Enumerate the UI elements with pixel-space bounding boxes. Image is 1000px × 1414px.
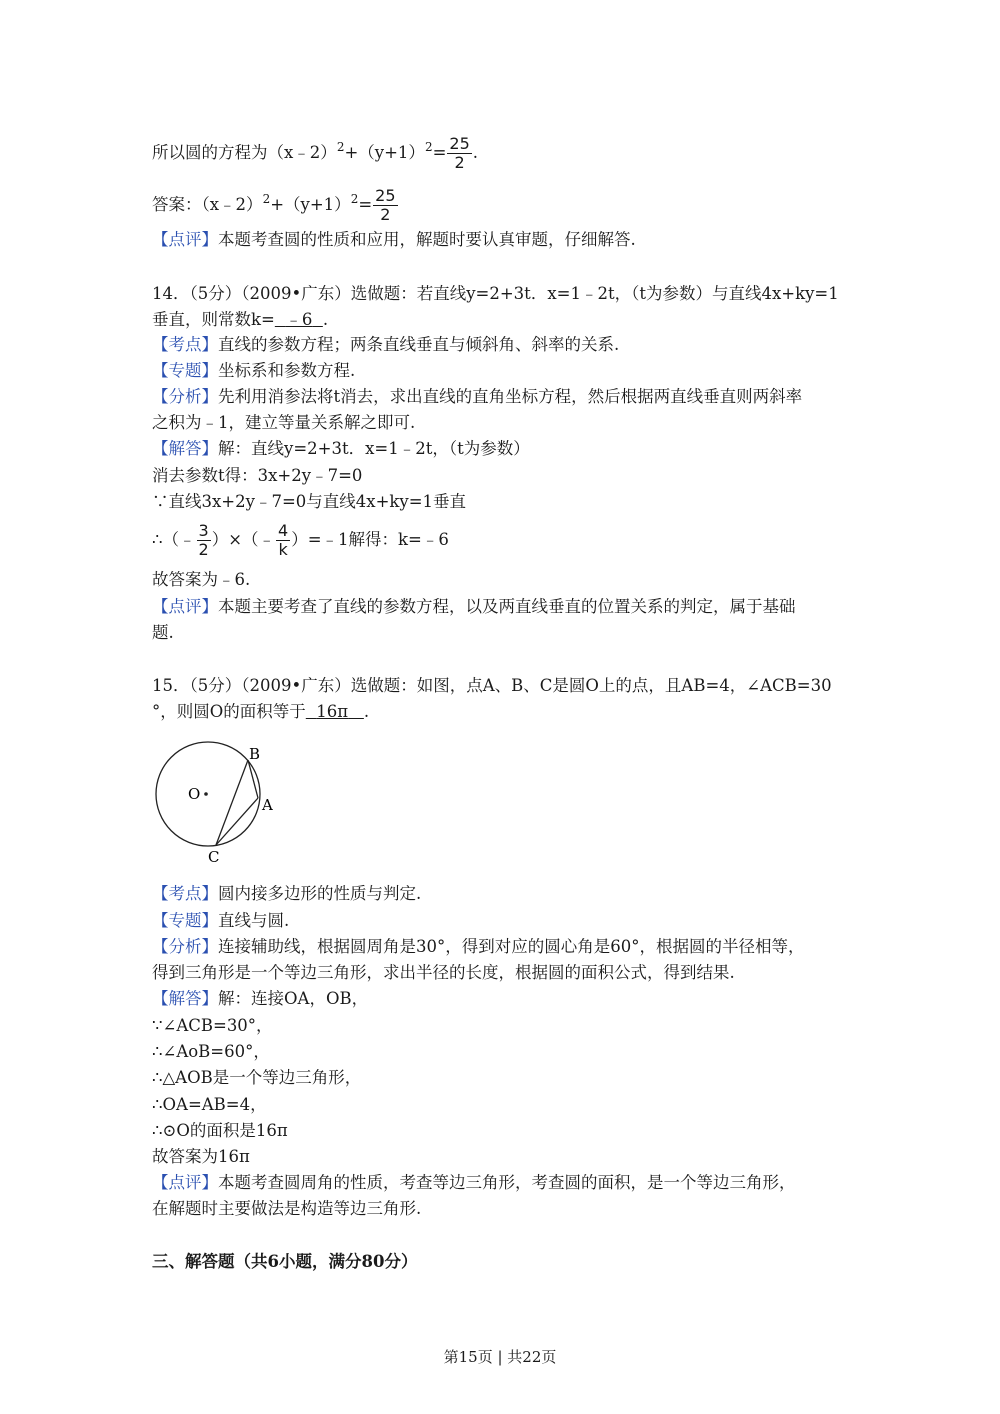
q14-zhuanti: 【专题】坐标系和参数方程. (152, 361, 356, 380)
q15-stem-line1: 15．（5分）（2009•广东）选做题：如图，点A、B、C是圆O上的点，且AB=4，∠ACB=30 (152, 676, 832, 695)
circle-figure (148, 738, 288, 868)
q13-answer-line: 答案：$(x﹣2)^2+(y+1)^2=$ $\frac{25}{2}$ (152, 186, 396, 224)
q13-answer-fraction: $\frac{25}{2}$ (375, 186, 396, 224)
q15-jieda-line6: ∴⊙O的面积是16π (152, 1121, 288, 1140)
q13-equation-line: 所以圆的方程为$(x﹣2)^2+(y+1)^2=$ $\frac{25}{2}$ . (152, 134, 479, 172)
center-point-o (204, 792, 208, 796)
label-a: A (262, 796, 273, 814)
q14-dianping-line1: 【点评】本题主要考查了直线的参数方程，以及两直线垂直的位置关系的判定，属于基础 (152, 597, 796, 616)
q15-answer-blank: 16π (316, 702, 349, 721)
q15-jieda-line7: 故答案为16π (152, 1147, 250, 1166)
q14-jieda-line4: ∴（﹣ $\frac{3}{2}$ ）×（﹣ $\frac{4}{k}$ ）=﹣1解得：k=﹣6 (152, 521, 449, 559)
q14-stem-line2: 垂直，则常数k= ﹣6 . (152, 310, 329, 329)
q15-stem-line2: °，则圆O的面积等于 16π . (152, 702, 370, 721)
segment-ba (248, 760, 258, 798)
label-b: B (249, 745, 261, 763)
q15-jieda-line2: ∵∠ACB=30°， (152, 1016, 273, 1035)
q14-kaodian: 【考点】直线的参数方程；两条直线垂直与倾斜角、斜率的关系. (152, 335, 620, 354)
q15-fenxi-line1: 【分析】连接辅助线，根据圆周角是30°，得到对应的圆心角是60°，根据圆的半径相等， (152, 937, 805, 956)
q14-fraction-4-k: $\frac{4}{k}$ (278, 521, 289, 559)
q15-kaodian: 【考点】圆内接多边形的性质与判定. (152, 884, 422, 903)
q14-fraction-3-2: $\frac{3}{2}$ (198, 521, 209, 559)
q15-fenxi-line2: 得到三角形是一个等边三角形，求出半径的长度，根据圆的面积公式，得到结果. (152, 963, 735, 982)
section-heading: 三、解答题（共6小题，满分80分） (152, 1252, 418, 1271)
q14-answer-blank: ﹣6 (285, 310, 313, 329)
q15-zhuanti: 【专题】直线与圆. (152, 911, 290, 930)
q15-jieda-line1: 【解答】解：连接OA，OB， (152, 989, 369, 1008)
q13-fraction: $\frac{25}{2}$ (449, 134, 470, 172)
q15-jieda-line3: ∴∠AoB=60°， (152, 1042, 270, 1061)
q14-dianping-line2: 题. (152, 623, 174, 642)
q15-dianping-line2: 在解题时主要做法是构造等边三角形. (152, 1199, 422, 1218)
q14-stem-line1: 14．（5分）（2009•广东）选做题：若直线y=2+3t．x=1﹣2t，（t为参数）与直线4x+ky=1 (152, 284, 839, 303)
q14-fenxi-line2: 之积为﹣1，建立等量关系解之即可. (152, 413, 416, 432)
page-footer: 第15页 | 共22页 (443, 1348, 557, 1366)
q15-dianping-line1: 【点评】本题考查圆周角的性质，考查等边三角形，考查圆的面积，是一个等边三角形， (152, 1173, 796, 1192)
q14-jieda-line1: 【解答】解：直线y=2+3t．x=1﹣2t，（t为参数） (152, 439, 530, 458)
label-c: C (208, 848, 220, 866)
q14-jieda-line5: 故答案为﹣6. (152, 570, 251, 589)
q14-fenxi-line1: 【分析】先利用消参法将t消去，求出直线的直角坐标方程，然后根据两直线垂直则两斜率 (152, 387, 803, 406)
q13-comment: 【点评】本题考查圆的性质和应用，解题时要认真审题，仔细解答. (152, 230, 636, 249)
q15-jieda-line5: ∴OA=AB=4， (152, 1095, 267, 1114)
circle-o (156, 742, 260, 846)
q14-jieda-line3: ∵直线3x+2y﹣7=0与直线4x+ky=1垂直 (152, 492, 467, 511)
q15-jieda-line4: ∴△AOB是一个等边三角形， (152, 1068, 362, 1087)
q14-jieda-line2: 消去参数t得：3x+2y﹣7=0 (152, 466, 363, 485)
label-o: O (188, 785, 201, 803)
